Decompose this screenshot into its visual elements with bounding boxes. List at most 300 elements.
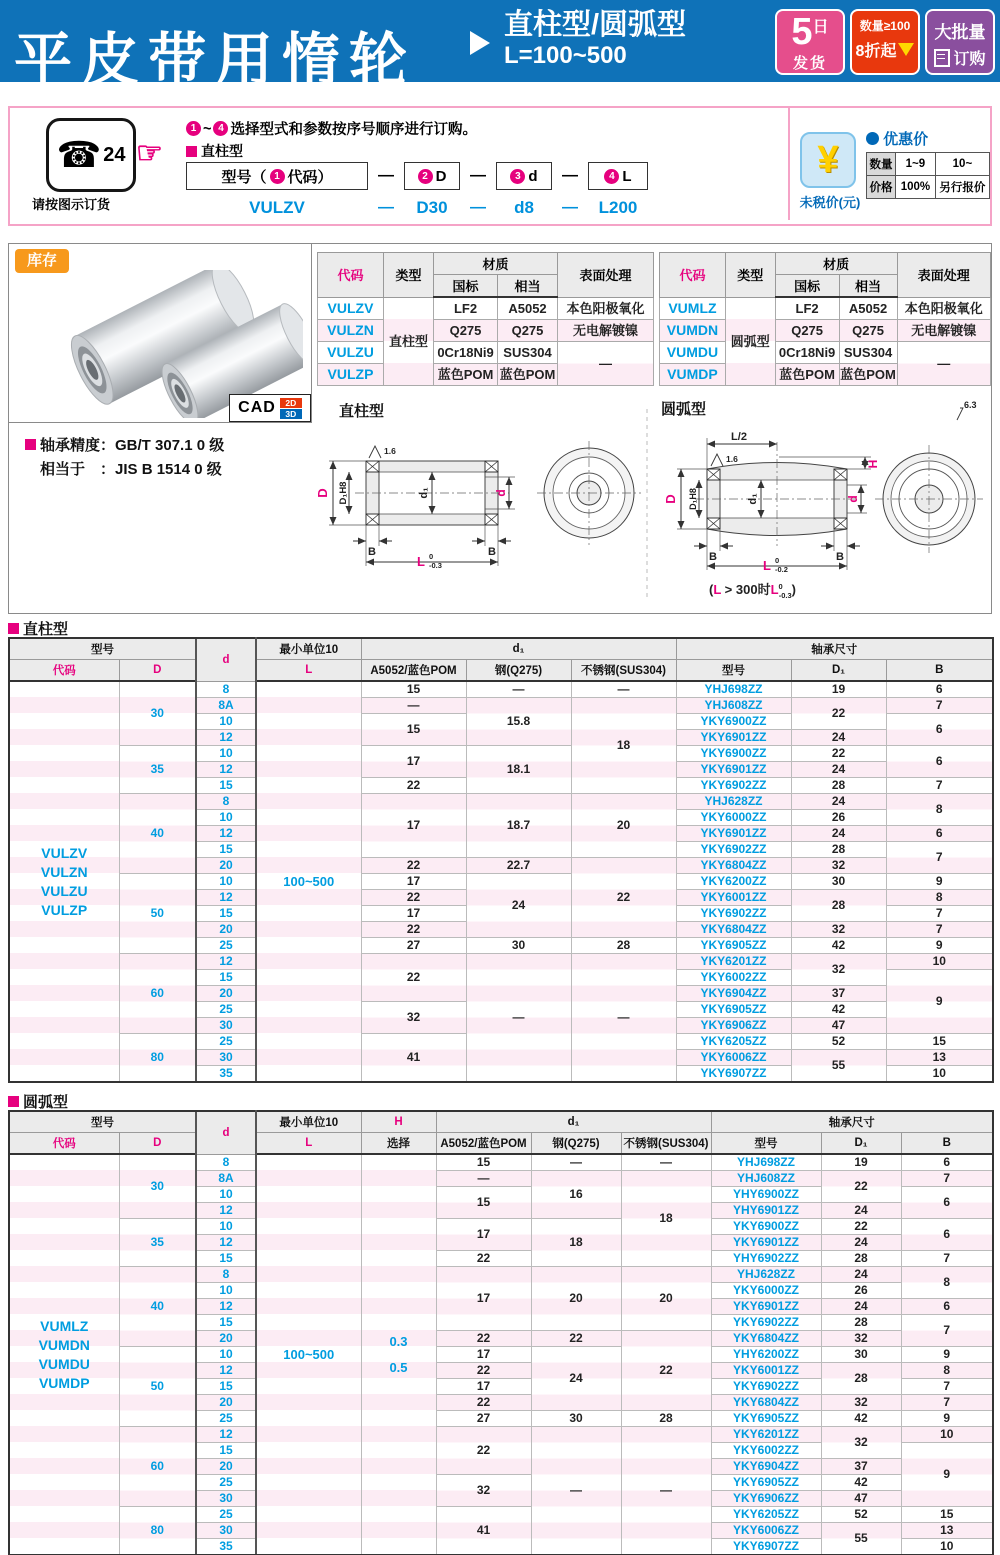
table-cell: 22 <box>821 1219 901 1235</box>
table-cell: YKY6901ZZ <box>711 1299 821 1315</box>
table-cell: 7 <box>901 1171 993 1187</box>
table-cell: — <box>466 681 571 698</box>
table-cell: 24 <box>791 762 886 778</box>
table-cell: 数量 <box>867 153 896 176</box>
roughness-63-label: 6.3 <box>964 400 977 410</box>
table-cell: YKY6901ZZ <box>711 1235 821 1251</box>
table-cell: 17 <box>361 906 466 922</box>
table-cell: 24 <box>531 1347 621 1411</box>
table-cell: 22 <box>361 858 466 874</box>
table-cell: 40 <box>119 1267 196 1347</box>
roughness-16-label: 1.6 <box>726 454 738 464</box>
table-cell: A5052 <box>839 297 897 320</box>
pn-post3: d <box>528 167 538 185</box>
table-cell: 42 <box>791 938 886 954</box>
table-cell: — <box>361 698 466 714</box>
table-cell: 22 <box>361 922 466 938</box>
column-header: 表面处理 <box>558 253 654 298</box>
table-cell: 18 <box>571 698 676 794</box>
instruction-text: 选择型式和参数按序号顺序进行订购。 <box>230 122 477 138</box>
pn-dash: — <box>470 167 486 184</box>
table-cell: YKY6006ZZ <box>711 1523 821 1539</box>
table-cell: YKY6201ZZ <box>676 954 791 970</box>
table-cell: YKY6001ZZ <box>676 890 791 906</box>
table-cell: YKY6201ZZ <box>711 1427 821 1443</box>
table-cell: — <box>531 1154 621 1171</box>
table-cell: 20 <box>571 794 676 858</box>
pn-post4: L <box>622 167 632 185</box>
dim-D1H8-label: D₁H8 <box>688 488 698 510</box>
table-cell: 30 <box>821 1347 901 1363</box>
dim-D1H8-label: D₁H8 <box>338 481 349 505</box>
table-cell: LF2 <box>775 297 839 320</box>
table-cell: 6 <box>886 714 993 746</box>
badge-bulk-order <box>925 9 995 75</box>
dim-d-label: d <box>494 489 508 497</box>
table-cell: 28 <box>821 1251 901 1267</box>
table-cell: 32 <box>791 858 886 874</box>
table-cell: 7 <box>886 922 993 938</box>
table-cell: 22 <box>821 1171 901 1203</box>
pn-pre: 型号（ <box>221 168 267 186</box>
section-label-text: 直柱型 <box>23 621 69 638</box>
cad-label: CAD <box>238 399 276 416</box>
column-header: L <box>256 1133 361 1155</box>
dim-B-label: B <box>836 551 844 563</box>
table-cell: 15 <box>436 1187 531 1219</box>
table-cell: 6 <box>901 1299 993 1315</box>
table-cell: 7 <box>901 1379 993 1395</box>
table-cell: YKY6900ZZ <box>676 714 791 730</box>
table-cell: 32 <box>821 1331 901 1347</box>
table-cell: 35 <box>196 1539 256 1555</box>
table-cell: 27 <box>436 1411 531 1427</box>
table-cell: 32 <box>361 1002 466 1034</box>
table-cell: 15 <box>196 906 256 922</box>
pink-square-icon <box>8 623 19 634</box>
column-header: 不锈钢(SUS304) <box>571 660 676 682</box>
part-code-cell: VUMLZ VUMDN VUMDU VUMDP <box>9 1154 119 1555</box>
dim-L-label: L <box>763 558 771 573</box>
table-cell: 25 <box>196 1002 256 1018</box>
table-cell: YHJ608ZZ <box>676 698 791 714</box>
table-cell: VUMDN <box>660 320 726 342</box>
dim-d1-label: d₁ <box>747 493 759 505</box>
table-cell: — <box>558 342 654 386</box>
down-arrow-icon <box>898 43 914 56</box>
spec-table-arc-container <box>8 1110 994 1555</box>
table-cell: 10 <box>196 810 256 826</box>
badge-5day-shipping <box>775 9 845 75</box>
tol-02: -0.2 <box>775 565 788 574</box>
table-cell: YKY6900ZZ <box>711 1219 821 1235</box>
table-cell: 12 <box>196 954 256 970</box>
column-header: 最小单位10 <box>256 638 361 660</box>
discount-price-label: 优惠价 <box>883 131 929 148</box>
table-cell: YHY6900ZZ <box>711 1187 821 1203</box>
table-cell: — <box>436 1171 531 1187</box>
drawing-title-cylindrical: 直柱型 <box>339 403 385 420</box>
promo-badges <box>775 9 995 75</box>
phone-icon: ☎ <box>56 134 102 175</box>
column-header: 相当 <box>839 275 897 298</box>
table-cell: 28 <box>791 890 886 922</box>
pn-box-D <box>404 162 460 190</box>
badge-discount-label: 8折起 <box>855 43 897 60</box>
note-part: 0 <box>778 582 783 591</box>
table-cell: VULZP <box>318 364 384 386</box>
table-cell: 9 <box>901 1443 993 1507</box>
table-cell: 30 <box>119 681 196 746</box>
column-header: 型号 <box>676 660 791 682</box>
table-cell: 22 <box>436 1427 531 1475</box>
dim-L2-label: L/2 <box>731 431 747 443</box>
table-cell: YHJ698ZZ <box>711 1154 821 1171</box>
table-cell: 22 <box>571 858 676 938</box>
note-part: L <box>713 582 722 597</box>
table-cell: 15 <box>196 1315 256 1331</box>
table-cell: 10 <box>196 874 256 890</box>
table-cell: 35 <box>196 1066 256 1083</box>
table-cell: 直柱型 <box>384 297 434 386</box>
table-cell: 10~ <box>935 153 989 176</box>
table-cell: 50 <box>119 874 196 954</box>
column-header: D₁ <box>791 660 886 682</box>
badge-order-label: 订购 <box>953 51 986 68</box>
step-4-circle: 4 <box>213 121 228 136</box>
table-cell: 8 <box>196 1267 256 1283</box>
column-header: 材质 <box>775 253 897 275</box>
pn-circle-3: 3 <box>510 169 525 184</box>
phone-caption: 请按图示订货 <box>32 197 111 212</box>
spec-table-cylindrical <box>8 637 994 1083</box>
table-cell: 80 <box>119 1034 196 1083</box>
phone-24h-icon <box>46 118 136 192</box>
table-cell: 本色阳极氧化 <box>558 297 654 320</box>
table-cell: 25 <box>196 1507 256 1523</box>
table-cell: Q275 <box>839 320 897 342</box>
table-cell: VUMLZ <box>660 297 726 320</box>
pn-circle-2: 2 <box>418 169 433 184</box>
hand-pointer-icon: ☞ <box>136 137 163 170</box>
column-header: 相当 <box>498 275 558 298</box>
table-cell: 25 <box>196 1034 256 1050</box>
table-cell: VULZU <box>318 342 384 364</box>
subtitle-range: L=100~500 <box>504 42 627 70</box>
table-cell: YKY6205ZZ <box>676 1034 791 1050</box>
table-cell: 28 <box>621 1411 711 1427</box>
table-cell: 7 <box>886 778 993 794</box>
section-label-arc <box>8 1091 68 1112</box>
badge-qty-discount <box>850 9 920 75</box>
table-cell: 7 <box>901 1395 993 1411</box>
dim-B-label: B <box>488 546 496 558</box>
table-cell: 10 <box>901 1427 993 1443</box>
table-cell: 12 <box>196 1363 256 1379</box>
table-cell: YHJ608ZZ <box>711 1171 821 1187</box>
table-cell: 12 <box>196 826 256 842</box>
column-header: A5052/蓝色POM <box>436 1133 531 1155</box>
table-cell: YHJ628ZZ <box>711 1267 821 1283</box>
table-cell: 8 <box>886 890 993 906</box>
stock-badge: 库存 <box>15 249 69 273</box>
table-cell: 12 <box>196 1203 256 1219</box>
table-cell: VULZN <box>318 320 384 342</box>
badge-day: 日 <box>812 19 829 36</box>
table-cell: A5052 <box>498 297 558 320</box>
table-cell: 42 <box>821 1411 901 1427</box>
table-cell: SUS304 <box>498 342 558 364</box>
note-part: ) <box>791 582 796 597</box>
table-cell: 10 <box>196 1187 256 1203</box>
column-header: A5052/蓝色POM <box>361 660 466 682</box>
table-cell: — <box>531 1427 621 1555</box>
note-line1-label: 轴承精度： <box>40 437 116 454</box>
table-cell: YKY6902ZZ <box>711 1315 821 1331</box>
table-cell: 6 <box>886 826 993 842</box>
note-part: > 300时 <box>721 582 771 597</box>
table-cell: YKY6205ZZ <box>711 1507 821 1523</box>
cad-2d-label: 2D <box>280 398 302 408</box>
table-cell: YKY6901ZZ <box>676 762 791 778</box>
badge-bulk-label: 大批量 <box>934 23 986 42</box>
table-cell: 55 <box>791 1050 886 1083</box>
table-cell: 10 <box>886 954 993 970</box>
badge-ship-label: 发货 <box>792 55 827 72</box>
technical-drawings <box>309 394 991 610</box>
table-cell: 30 <box>791 874 886 890</box>
discount-price-title <box>866 128 928 149</box>
table-cell: YKY6905ZZ <box>711 1475 821 1491</box>
pn-circle-4: 4 <box>604 169 619 184</box>
note-line1-value: GB/T 307.1 0 级 <box>115 437 225 454</box>
table-cell: YKY6200ZZ <box>676 874 791 890</box>
table-cell: YKY6902ZZ <box>676 906 791 922</box>
table-cell: 8 <box>901 1363 993 1379</box>
table-cell: 12 <box>196 730 256 746</box>
table-cell: 0Cr18Ni9 <box>434 342 498 364</box>
table-cell: 30 <box>196 1050 256 1066</box>
table-cell: 55 <box>821 1523 901 1555</box>
table-cell: 24 <box>466 874 571 938</box>
table-cell: 12 <box>196 890 256 906</box>
dim-D-label: D <box>663 494 678 504</box>
pn-dash: — <box>562 199 578 216</box>
tol-0: 0 <box>775 556 780 565</box>
column-header: 代码 <box>318 253 384 298</box>
table-cell: 无电解镀镍 <box>897 320 990 342</box>
table-cell: 22 <box>791 698 886 730</box>
table-cell: YKY6904ZZ <box>711 1459 821 1475</box>
table-cell: YKY6902ZZ <box>676 842 791 858</box>
table-cell: 100~500 <box>256 1154 361 1555</box>
table-cell: 6 <box>901 1154 993 1171</box>
dim-B-label: B <box>709 551 717 563</box>
table-cell: 1~9 <box>896 153 936 176</box>
table-cell: 22 <box>791 746 886 762</box>
table-cell: 7 <box>886 906 993 922</box>
table-cell: 15.8 <box>466 698 571 746</box>
table-cell: 8 <box>196 1154 256 1171</box>
column-header: 钢(Q275) <box>466 660 571 682</box>
table-cell: 15 <box>196 1379 256 1395</box>
table-cell: 30 <box>119 1154 196 1219</box>
table-cell: 22 <box>361 890 466 906</box>
table-cell: 25 <box>196 938 256 954</box>
stock-section <box>8 243 992 614</box>
table-cell: YKY6906ZZ <box>711 1491 821 1507</box>
range-sep: ~ <box>203 120 212 137</box>
table-cell: 蓝色POM <box>434 364 498 386</box>
table-cell: 蓝色POM <box>839 364 897 386</box>
column-header: d <box>196 638 256 681</box>
table-cell: 22 <box>361 954 466 1002</box>
cad-3d-label: 3D <box>280 409 302 419</box>
pn-box-L <box>588 162 648 190</box>
subtitle-type: 直柱型/圆弧型 <box>504 9 687 41</box>
table-cell: 另行报价 <box>935 176 989 199</box>
table-cell: 22 <box>361 778 466 794</box>
table-cell: 18 <box>621 1171 711 1267</box>
table-cell: 24 <box>791 794 886 810</box>
table-cell: 10 <box>196 714 256 730</box>
table-cell: 20 <box>196 1459 256 1475</box>
pn-post2: D <box>435 167 447 185</box>
table-cell: — <box>621 1154 711 1171</box>
table-cell: YKY6006ZZ <box>676 1050 791 1066</box>
table-cell: YHY6200ZZ <box>711 1347 821 1363</box>
table-cell: 本色阳极氧化 <box>897 297 990 320</box>
table-cell: 35 <box>119 746 196 794</box>
yen-glyph: ¥ <box>817 138 839 181</box>
column-header: 类型 <box>725 253 775 298</box>
column-header: D₁ <box>821 1133 901 1155</box>
table-cell: 20 <box>196 858 256 874</box>
table-cell: 42 <box>791 1002 886 1018</box>
table-cell: YKY6901ZZ <box>676 730 791 746</box>
table-cell: YKY6907ZZ <box>676 1066 791 1083</box>
table-cell: 80 <box>119 1507 196 1555</box>
table-cell: — <box>571 954 676 1083</box>
table-cell: 30 <box>196 1018 256 1034</box>
note-part: -0.3 <box>778 591 792 600</box>
table-cell: 8A <box>196 698 256 714</box>
table-cell: 8 <box>196 794 256 810</box>
phone-24-label: 24 <box>103 143 126 166</box>
table-cell: 24 <box>791 826 886 842</box>
column-header: B <box>886 660 993 682</box>
spec-table-cyl-container <box>8 637 994 1083</box>
price-table-container <box>866 152 990 199</box>
table-cell: 100% <box>896 176 936 199</box>
table-cell: — <box>466 954 571 1083</box>
dim-B-label: B <box>368 546 376 558</box>
column-header: B <box>901 1133 993 1155</box>
column-header: d <box>196 1111 256 1154</box>
table-cell: YKY6905ZZ <box>676 938 791 954</box>
table-cell: Q275 <box>498 320 558 342</box>
table-cell: 17 <box>361 874 466 890</box>
note-line2-label: 相当于 ： <box>40 461 116 478</box>
table-cell: 28 <box>571 938 676 954</box>
table-cell: 9 <box>901 1411 993 1427</box>
example-d: d8 <box>514 198 534 217</box>
table-cell: — <box>897 342 990 386</box>
dim-D-label: D <box>315 488 330 498</box>
table-cell: 35 <box>119 1219 196 1267</box>
table-cell: — <box>571 681 676 698</box>
table-cell: 28 <box>821 1363 901 1395</box>
table-cell: 22.7 <box>466 858 571 874</box>
table-cell: 37 <box>791 986 886 1002</box>
table-cell: LF2 <box>434 297 498 320</box>
pn-post1: 代码） <box>287 168 333 186</box>
table-cell: 15 <box>886 1034 993 1050</box>
table-cell: YKY6002ZZ <box>676 970 791 986</box>
material-table-arc <box>659 252 991 386</box>
table-cell: 22 <box>436 1251 531 1267</box>
material-table-cyl-container <box>317 252 654 386</box>
type-bullet-label: 直柱型 <box>201 143 243 159</box>
table-cell: 37 <box>821 1459 901 1475</box>
table-cell: 24 <box>791 730 886 746</box>
ordering-instruction <box>186 118 477 139</box>
table-cell: YHJ698ZZ <box>676 681 791 698</box>
dim-H-label: H <box>866 459 880 469</box>
order-doc-icon <box>934 49 950 67</box>
table-cell: 17 <box>361 746 466 778</box>
arc-length-note <box>709 582 796 600</box>
table-cell: 9 <box>886 938 993 954</box>
material-table-cylindrical <box>317 252 654 386</box>
table-cell: YKY6904ZZ <box>676 986 791 1002</box>
table-cell: 32 <box>791 922 886 938</box>
table-cell: YKY6905ZZ <box>711 1411 821 1427</box>
table-cell: 12 <box>196 762 256 778</box>
table-cell: 20 <box>196 922 256 938</box>
drawing-title-arc: 圆弧型 <box>661 401 707 418</box>
table-cell: 17 <box>436 1219 531 1251</box>
table-cell: 41 <box>361 1034 466 1083</box>
note-line2-value: JIS B 1514 0 级 <box>115 461 222 478</box>
table-cell: 22 <box>621 1331 711 1411</box>
type-bullet-line <box>186 141 243 161</box>
part-number-template <box>186 162 648 190</box>
table-cell: 7 <box>901 1251 993 1267</box>
table-cell: 16 <box>531 1171 621 1219</box>
table-cell: VUMDU <box>660 342 726 364</box>
table-cell: 6 <box>886 681 993 698</box>
table-cell: 15 <box>361 714 466 746</box>
note-part: L <box>770 582 779 597</box>
table-cell: 17 <box>361 794 466 858</box>
column-header: 最小单位10 <box>256 1111 361 1133</box>
table-cell: 15 <box>196 842 256 858</box>
column-header: d₁ <box>436 1111 711 1133</box>
column-header: 代码 <box>9 660 119 682</box>
example-D: D30 <box>416 198 448 217</box>
step-1-circle: 1 <box>186 121 201 136</box>
pn-box-model <box>186 162 368 190</box>
cad-badge <box>229 394 311 422</box>
table-cell: 10 <box>196 1219 256 1235</box>
example-code: VULZV <box>249 198 305 217</box>
column-header: H <box>361 1111 436 1133</box>
pn-dash: — <box>470 199 486 216</box>
table-cell: YKY6804ZZ <box>676 922 791 938</box>
column-header: 材质 <box>434 253 558 275</box>
table-cell: 25 <box>196 1475 256 1491</box>
